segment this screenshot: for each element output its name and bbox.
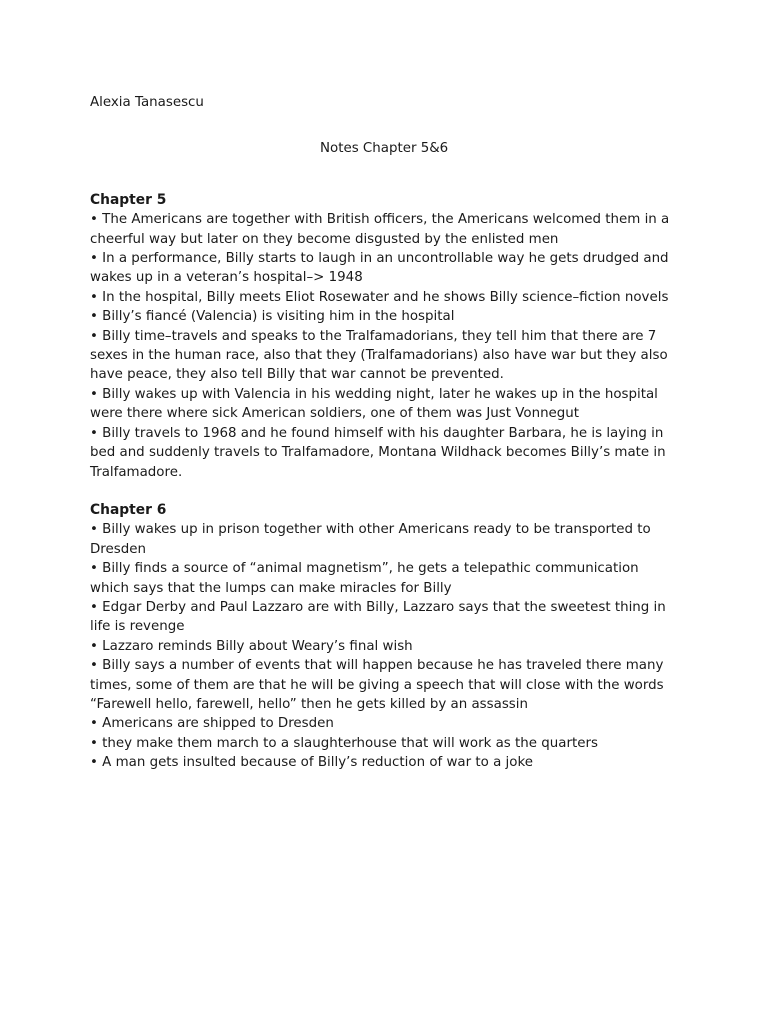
note-item: • Billy wakes up with Valencia in his wedding night, later he wakes up in the hospital were there where sick American soldiers, one of them was Just Vonnegut (90, 386, 658, 422)
chapter-5-section (90, 191, 708, 482)
note-item: • A man gets insulted because of Billy’s reduction of war to a joke (90, 755, 533, 771)
author-name: Alexia Tanasescu (90, 95, 204, 110)
chapter-5-heading: Chapter 5 (90, 191, 167, 208)
note-item: • they make them march to a slaughterhouse that will work as the quarters (90, 735, 598, 751)
note-item: • Billy wakes up in prison together with other Americans ready to be transported to Dresden (90, 522, 651, 557)
document-title: Notes Chapter 5&6 (320, 141, 449, 157)
note-item: • Billy’s fiancé (Valencia) is visiting him in the hospital (90, 309, 455, 325)
chapter-5-notes (90, 210, 708, 482)
note-item: • In a performance, Billy starts to laugh in an uncontrollable way he gets drudged and wakes up in a veteran’s hospital–> 1948 (90, 251, 669, 286)
chapter-6-section (90, 501, 708, 773)
note-item: • Billy time–travels and speaks to the Tralfamadorians, they tell him that there are 7 sexes in the human race, also that they (Tralfamadorians) also have war but they also have peace, they also tell Billy that war cannot be prevented. (90, 328, 668, 383)
note-item: • In the hospital, Billy meets Eliot Rosewater and he shows Billy science–fiction novels (90, 289, 669, 305)
chapter-6-notes (90, 520, 708, 772)
chapter-6-heading: Chapter 6 (90, 501, 167, 518)
note-item: • Lazzaro reminds Billy about Weary’s final wish (90, 638, 413, 654)
note-item: • Billy finds a source of “animal magnetism”, he gets a telepathic communication which says that the lumps can make miracles for Billy (90, 561, 639, 596)
note-item: • Billy says a number of events that will happen because he has traveled there many times, some of them are that he will be giving a speech that will close with the words “Farewell hello, farewell, hello” then he gets killed by an assassin (90, 658, 664, 712)
note-item: • Billy travels to 1968 and he found himself with his daughter Barbara, he is laying in bed and suddenly travels to Tralfamadore, Montana Wildhack becomes Billy’s mate in Tralfamadore. (90, 425, 666, 480)
note-item: • The Americans are together with British officers, the Americans welcomed them in a cheerful way but later on they become disgusted by the enlisted men (90, 212, 670, 247)
note-item: • Edgar Derby and Paul Lazzaro are with Billy, Lazzaro says that the sweetest thing in life is revenge (90, 599, 666, 635)
note-item: • Americans are shipped to Dresden (90, 716, 334, 732)
